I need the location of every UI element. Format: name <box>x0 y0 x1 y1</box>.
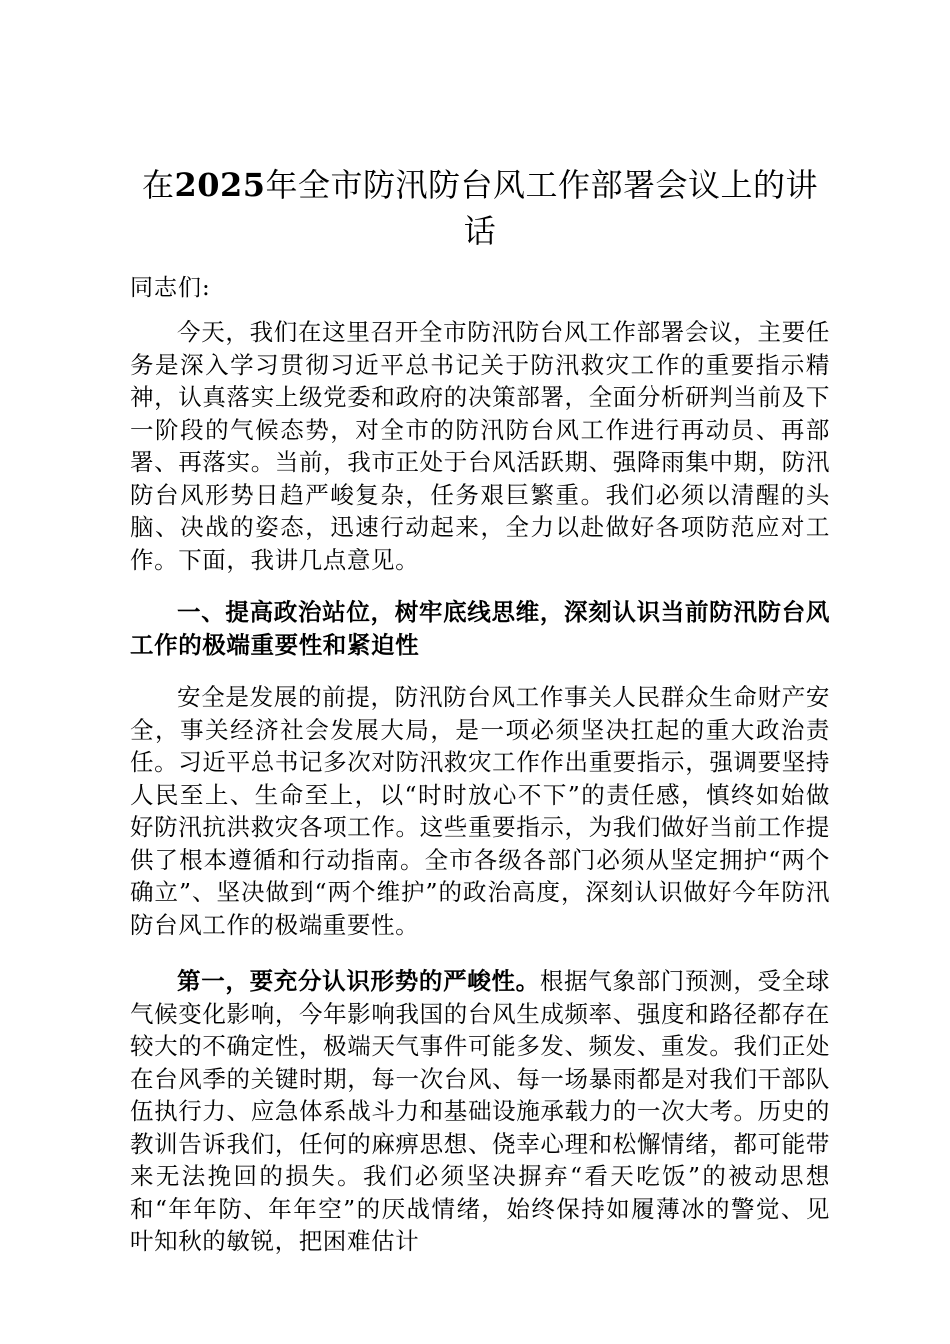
intro-paragraph: 今天，我们在这里召开全市防汛防台风工作部署会议，主要任务是深入学习贯彻习近平总书记关于防汛救灾工作的重要指示精神，认真落实上级党委和政府的决策部署，全面分析研判当前及下一阶段的气候态势，对全市的防汛防台风工作进行再动员、再部署、再落实。当前，我市正处于台风活跃期、强降雨集中期，防汛防台风形势日趋严峻复杂，任务艰巨繁重。我们必须以清醒的头脑、决战的姿态，迅速行动起来，全力以赴做好各项防范应对工作。下面，我讲几点意见。 <box>130 318 830 574</box>
point-1-lead: 第一，要充分认识形势的严峻性。 <box>177 967 540 995</box>
point-1-paragraph <box>130 965 830 1258</box>
document-page <box>130 162 830 1258</box>
title-suffix: 年全市防汛防台风工作部署会议上的讲话 <box>265 166 819 250</box>
point-1-body: 根据气象部门预测，受全球气候变化影响，今年影响我国的台风生成频率、强度和路径都存在较大的不确定性，极端天气事件可能多发、频发、重发。我们正处在台风季的关键时期，每一次台风、每一场暴雨都是对我们干部队伍执行力、应急体系战斗力和基础设施承载力的一次大考。历史的教训告诉我们，任何的麻痹思想、侥幸心理和松懈情绪，都可能带来无法挽回的损失。我们必须坚决摒弃“看天吃饭”的被动思想和“年年防、年年空”的厌战情绪，始终保持如履薄冰的警觉、见叶知秋的敏锐，把困难估计 <box>130 967 830 1255</box>
title-year: 2025 <box>174 166 266 204</box>
title-prefix: 在 <box>141 166 175 204</box>
document-title <box>130 162 830 254</box>
section-1-paragraph: 安全是发展的前提，防汛防台风工作事关人民群众生命财产安全，事关经济社会发展大局，是一项必须坚决扛起的重大政治责任。习近平总书记多次对防汛救灾工作作出重要指示，强调要坚持人民至上、生命至上，以“时时放心不下”的责任感，慎终如始做好防汛抗洪救灾各项工作。这些重要指示，为我们做好当前工作提供了根本遵循和行动指南。全市各级各部门必须从坚定拥护“两个确立”、坚决做到“两个维护”的政治高度，深刻认识做好今年防汛防台风工作的极端重要性。 <box>130 683 830 939</box>
salutation: 同志们: <box>130 275 211 301</box>
section-heading-1: 一、提高政治站位，树牢底线思维，深刻认识当前防汛防台风工作的极端重要性和紧迫性 <box>130 598 830 659</box>
